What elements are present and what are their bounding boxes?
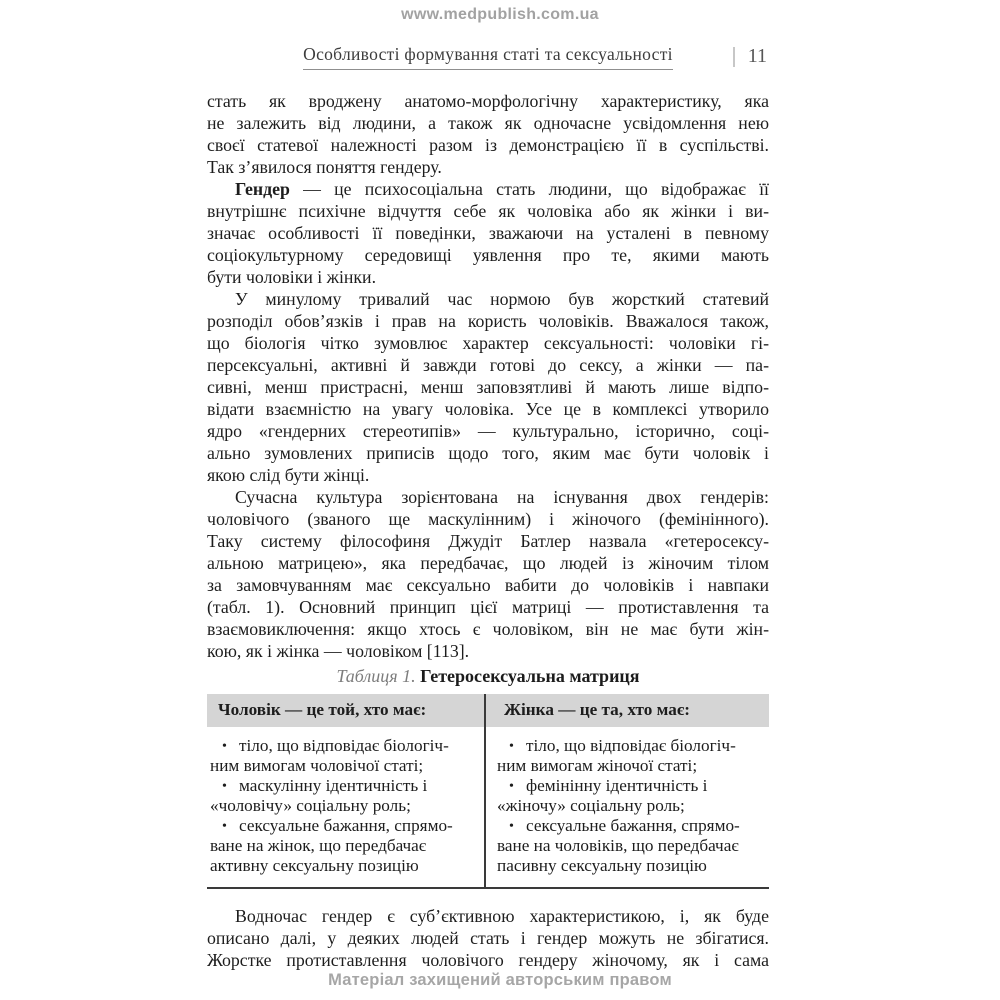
page-content [207, 44, 769, 971]
text-line: Жорстке протиставлення чоловічого гендеру жіночому, як і сама [207, 950, 769, 970]
text-line: внутрішнє психічне відчуття себе як чоловіка або як жінки і ви- [207, 201, 769, 221]
table-cell-line: активну сексуальну позицію [210, 856, 419, 875]
table-cell-line: • тіло, що відповідає біологіч- [509, 736, 736, 755]
body-text [207, 90, 769, 662]
text-line: соціокультурному середовищі уявлення про те, якими мають [207, 245, 769, 265]
table-cell-line: ним вимогам чоловічої статі; [210, 756, 424, 775]
table-cell-line: • сексуальне бажання, спрямо- [509, 816, 740, 835]
paragraph [207, 178, 769, 288]
table-header-men: Чоловік — це той, хто має: [207, 694, 484, 727]
bullet-icon: • [509, 778, 514, 794]
text-line: Таку систему філософиня Джудіт Батлер назвала «гетеросексу- [207, 531, 769, 551]
table-cell-line: ване на жінок, що передбачає [210, 836, 427, 855]
table-caption-label: Таблиця 1. [336, 666, 416, 686]
page-number-block [733, 45, 767, 68]
text-line: бути чоловіки і жінки. [207, 267, 377, 287]
bullet-icon: • [222, 778, 227, 794]
text-line: Водночас гендер є суб’єктивною характеристикою, і, як буде [235, 906, 769, 926]
table-caption [207, 666, 769, 687]
chapter-header [207, 44, 769, 76]
table-cell-line: пасивну сексуальну позицію [497, 856, 707, 875]
text-line: взаємовиключення: якщо хтось є чоловіком, він не має бути жін- [207, 619, 769, 639]
text-line: стать як вроджену анатомо-морфологічну характеристику, яка [207, 91, 769, 111]
table-header-women: Жінка — це та, хто має: [484, 694, 769, 727]
page-number-divider [733, 47, 735, 67]
bullet-icon: • [509, 738, 514, 754]
bullet-icon: • [222, 738, 227, 754]
text-line: описано далі, у деяких людей стать і гендер можуть не збігатися. [207, 928, 769, 948]
text-line: за замовчуванням має сексуально вабити до чоловіків і навпаки [207, 575, 769, 595]
text-line: розподіл обов’язків і прав на користь чоловіків. Вважалося також, [207, 311, 769, 331]
text-line: Сучасна культура зорієнтована на існування двох гендерів: [235, 487, 769, 507]
table-cell-women [484, 727, 769, 887]
text-line: ядро «гендерних стереотипів» — культурально, історично, соці- [207, 421, 769, 441]
text-line: якою слід бути жінці. [207, 465, 370, 485]
table-cell-line: • маскулінну ідентичність і [222, 776, 428, 795]
table-cell-line: ване на чоловіків, що передбачає [497, 836, 739, 855]
text-line: відати взаємністю на увагу чоловіка. Усе це в комплексі утворило [207, 399, 769, 419]
heterosexual-matrix-table [207, 694, 769, 889]
table-cell-line: • фемінінну ідентичність і [509, 776, 708, 795]
text-line: альною матрицею», яка передбачає, що людей із жіночим тілом [207, 553, 769, 573]
copyright-footer: Матеріал захищений авторським правом [328, 971, 672, 989]
after-table-text [207, 905, 769, 971]
text-line: своєї статевої належності разом із демонстрацією її в суспільстві. [207, 135, 769, 155]
page-number: 11 [747, 45, 767, 67]
paragraph [207, 288, 769, 486]
text-line: Гендер — це психосоціальна стать людини, що відображає її [235, 179, 769, 199]
text-line: кою, як і жінка — чоловіком [113]. [207, 641, 470, 661]
table-cell-line: «чоловічу» соціальну роль; [210, 796, 411, 815]
bullet-icon: • [509, 818, 514, 834]
paragraph [207, 486, 769, 662]
chapter-title: Особливості формування статі та сексуальності [303, 44, 673, 70]
table-caption-title: Гетеросексуальна матриця [420, 666, 640, 686]
text-line: значає особливості її поведінки, зважаючи на усталені в певному [207, 223, 769, 243]
text-line: сивні, менш пристрасні, менш заповзятливі й мають лише відпо- [207, 377, 769, 397]
bullet-icon: • [222, 818, 227, 834]
paragraph [207, 905, 769, 971]
table-cell-line: • сексуальне бажання, спрямо- [222, 816, 453, 835]
text-line: чоловічого (званого ще маскулінним) і жіночого (фемінінного). [207, 509, 769, 529]
text-line: Так з’явилося поняття гендеру. [207, 157, 442, 177]
table-cell-line: • тіло, що відповідає біологіч- [222, 736, 449, 755]
site-url: www.medpublish.com.ua [401, 6, 599, 23]
text-line: не залежить від людини, а також як одночасне усвідомлення нею [207, 113, 769, 133]
text-line: що біологія чітко зумовлює характер сексуальності: чоловіки гі- [207, 333, 769, 353]
paragraph [207, 90, 769, 178]
table-cell-line: ним вимогам жіночої статі; [497, 756, 698, 775]
text-line: У минулому тривалий час нормою був жорсткий статевий [235, 289, 769, 309]
table-cell-men [207, 727, 484, 887]
text-line: ально зумовлених приписів щодо того, яким має бути чоловік і [207, 443, 769, 463]
text-line: персексуальні, активні й завжди готові до сексу, а жінки — па- [207, 355, 769, 375]
text-line: (табл. 1). Основний принцип цієї матриці — протиставлення та [207, 597, 769, 617]
table-cell-line: «жіночу» соціальну роль; [497, 796, 685, 815]
